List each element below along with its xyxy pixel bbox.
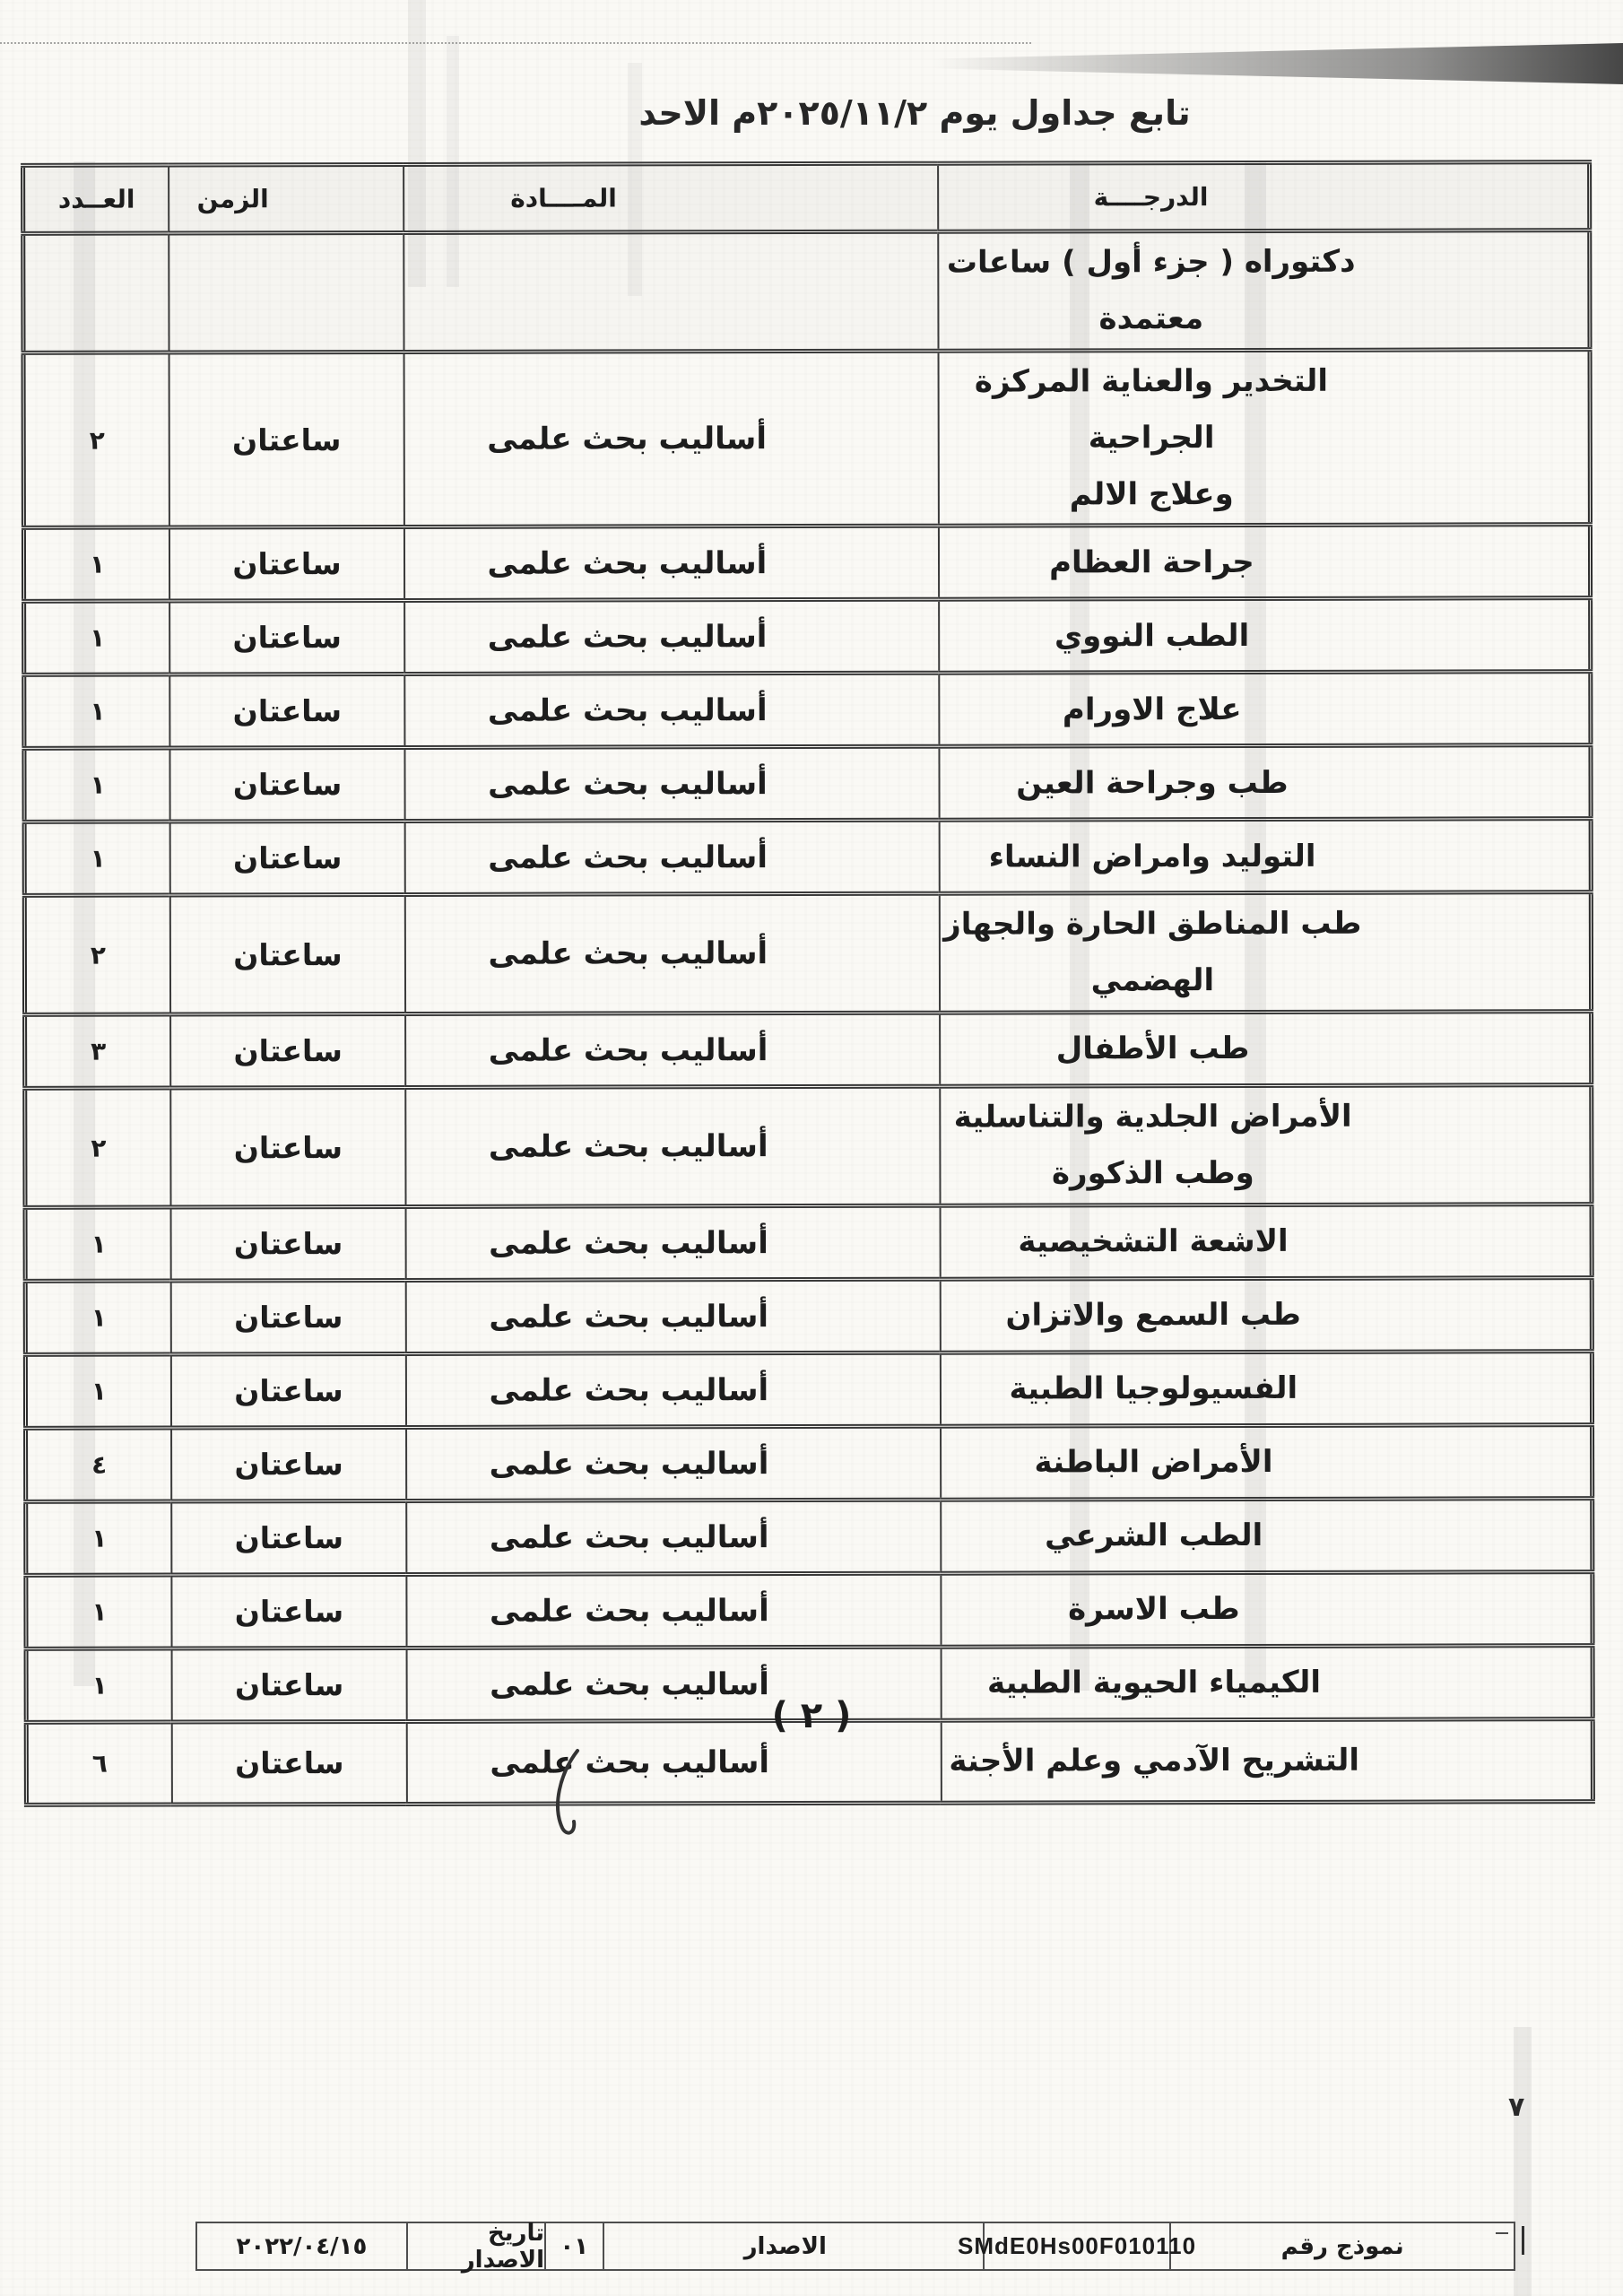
section-title-cell: دكتوراه ( جزء أول ) ساعات معتمدة [938, 230, 1590, 351]
table-row [25, 1085, 1592, 1207]
subject-cell: أساليب بحث علمى [404, 674, 939, 748]
scan-dark-band [933, 43, 1623, 84]
count-cell: ٢ [23, 352, 169, 528]
subject-cell: أساليب بحث علمى [406, 1426, 941, 1500]
degree-cell: الأمراض الجلدية والتناسلية وطب الذكورة [940, 1085, 1592, 1205]
table-header-row [23, 162, 1590, 234]
count-cell: ١ [25, 1281, 171, 1354]
degree-cell: طب الاسرة [941, 1572, 1593, 1648]
scan-dotted-line [0, 42, 1031, 44]
count-cell: ١ [23, 527, 169, 601]
time-cell: ساعتان [171, 1427, 406, 1501]
page-number: ( ٢ ) [771, 1695, 852, 1736]
time-cell: ساعتان [171, 1574, 406, 1648]
table-row [24, 745, 1591, 822]
subject-cell: أساليب بحث علمى [407, 1720, 942, 1804]
degree-cell: الفسيولوجيا الطبية [941, 1352, 1593, 1427]
count-cell: ٢ [24, 895, 170, 1014]
count-cell: ١ [26, 1648, 172, 1722]
degree-cell: الطب الشرعي [941, 1499, 1593, 1574]
degree-cell: التشريح الآدمي وعلم الأجنة [941, 1719, 1593, 1804]
header-degree: الدرجــــة [938, 162, 1590, 232]
time-cell: ساعتان [170, 1088, 405, 1207]
degree-cell: طب وجراحة العين [939, 745, 1591, 821]
table-row [26, 1572, 1593, 1649]
time-cell: ساعتان [169, 748, 404, 822]
degree-cell: طب الأطفال [940, 1012, 1592, 1087]
scan-streak [1514, 2027, 1532, 2296]
count-cell: ٦ [26, 1722, 172, 1805]
issue-date-label: تاريخ الاصدار [408, 2223, 546, 2269]
count-cell: ١ [24, 674, 170, 748]
subject-cell: أساليب بحث علمى [404, 747, 939, 822]
subject-cell: أساليب بحث علمى [405, 894, 940, 1014]
table-row [25, 1278, 1592, 1355]
degree-cell: الاشعة التشخيصية [940, 1205, 1592, 1280]
degree-cell: الأمراض الباطنة [941, 1425, 1593, 1500]
margin-tick [1522, 2226, 1524, 2255]
degree-cell: جراحة العظام [939, 525, 1591, 600]
count-cell: ١ [26, 1575, 172, 1648]
count-cell: ٤ [26, 1428, 172, 1501]
form-code: SMdE0Hs00F010110 [985, 2223, 1171, 2269]
header-count: العــدد [23, 165, 169, 233]
subject-cell: أساليب بحث علمى [406, 1573, 941, 1648]
subject-cell: أساليب بحث علمى [405, 1086, 940, 1206]
subject-cell: أساليب بحث علمى [404, 600, 939, 674]
issue-label: الاصدار [604, 2223, 985, 2269]
count-cell: ١ [24, 601, 170, 674]
empty-cell [23, 233, 169, 352]
table-row [25, 1205, 1592, 1282]
time-cell: ساعتان [169, 601, 404, 675]
page-title: تابع جداول يوم ٢٠٢٥/١١/٢م الاحد [638, 93, 1191, 133]
header-time: الزمن [169, 164, 404, 233]
subject-cell: أساليب بحث علمى [404, 526, 939, 601]
time-cell: ساعتان [170, 822, 405, 896]
subject-cell: أساليب بحث علمى [405, 821, 940, 895]
subject-cell: أساليب بحث علمى [406, 1279, 941, 1353]
degree-cell: طب المناطق الحارة والجهاز الهضمي [940, 892, 1592, 1013]
table-row [25, 1012, 1592, 1089]
schedule-table [21, 160, 1595, 1807]
count-cell: ١ [24, 822, 170, 895]
table-row [23, 349, 1590, 527]
degree-cell: التوليد وامراض النساء [939, 819, 1591, 894]
footer-form-strip [195, 2219, 1515, 2274]
issue-date-value: ٢٠٢٢/٠٤/١٥ [197, 2223, 408, 2269]
count-cell: ١ [25, 1354, 171, 1428]
subject-cell: أساليب بحث علمى [406, 1205, 941, 1280]
table-row [25, 1352, 1592, 1429]
time-cell: ساعتان [171, 1353, 406, 1428]
time-cell: ساعتان [169, 527, 404, 602]
time-cell: ساعتان [169, 352, 404, 527]
table-row [26, 1499, 1593, 1576]
time-cell: ساعتان [172, 1648, 407, 1722]
count-cell: ١ [25, 1207, 171, 1281]
time-cell: ساعتان [171, 1500, 406, 1575]
degree-cell: طب السمع والاتزان [940, 1278, 1592, 1353]
empty-cell [404, 231, 938, 352]
time-cell: ساعتان [171, 1206, 406, 1281]
subject-cell: أساليب بحث علمى [404, 351, 939, 527]
empty-cell [169, 232, 404, 352]
count-cell: ١ [24, 748, 170, 822]
degree-cell: الكيمياء الحيوية الطبية [941, 1646, 1593, 1721]
table-row [24, 598, 1591, 675]
table-row [24, 672, 1591, 749]
time-cell: ساعتان [170, 895, 405, 1014]
pen-mark [538, 1747, 601, 1846]
subject-cell: أساليب بحث علمى [406, 1500, 941, 1574]
section-row [23, 230, 1590, 352]
time-cell: ساعتان [170, 1014, 405, 1089]
subject-cell: أساليب بحث علمى [406, 1352, 941, 1427]
subject-cell: أساليب بحث علمى [405, 1013, 940, 1087]
subject-cell: أساليب بحث علمى [407, 1647, 942, 1721]
header-subject: المــــادة [404, 163, 938, 232]
degree-cell: علاج الاورام [939, 672, 1591, 747]
count-cell: ٣ [25, 1014, 171, 1088]
count-cell: ١ [26, 1501, 172, 1575]
table-row [24, 892, 1591, 1014]
degree-cell: الطب النووي [939, 598, 1591, 674]
count-cell: ٢ [25, 1088, 171, 1207]
form-number-label: نموذج رقم [1280, 2232, 1404, 2260]
table-row [26, 1425, 1593, 1502]
time-cell: ساعتان [171, 1280, 406, 1354]
issue-value: ٠١ [546, 2223, 604, 2269]
degree-cell: التخدير والعناية المركزة الجراحية وعلاج الالم [938, 349, 1590, 526]
margin-page-number: ٧ [1508, 2092, 1525, 2123]
time-cell: ساعتان [169, 674, 404, 749]
table-row [23, 525, 1590, 602]
time-cell: ساعتان [172, 1721, 407, 1805]
table-row [24, 819, 1591, 896]
